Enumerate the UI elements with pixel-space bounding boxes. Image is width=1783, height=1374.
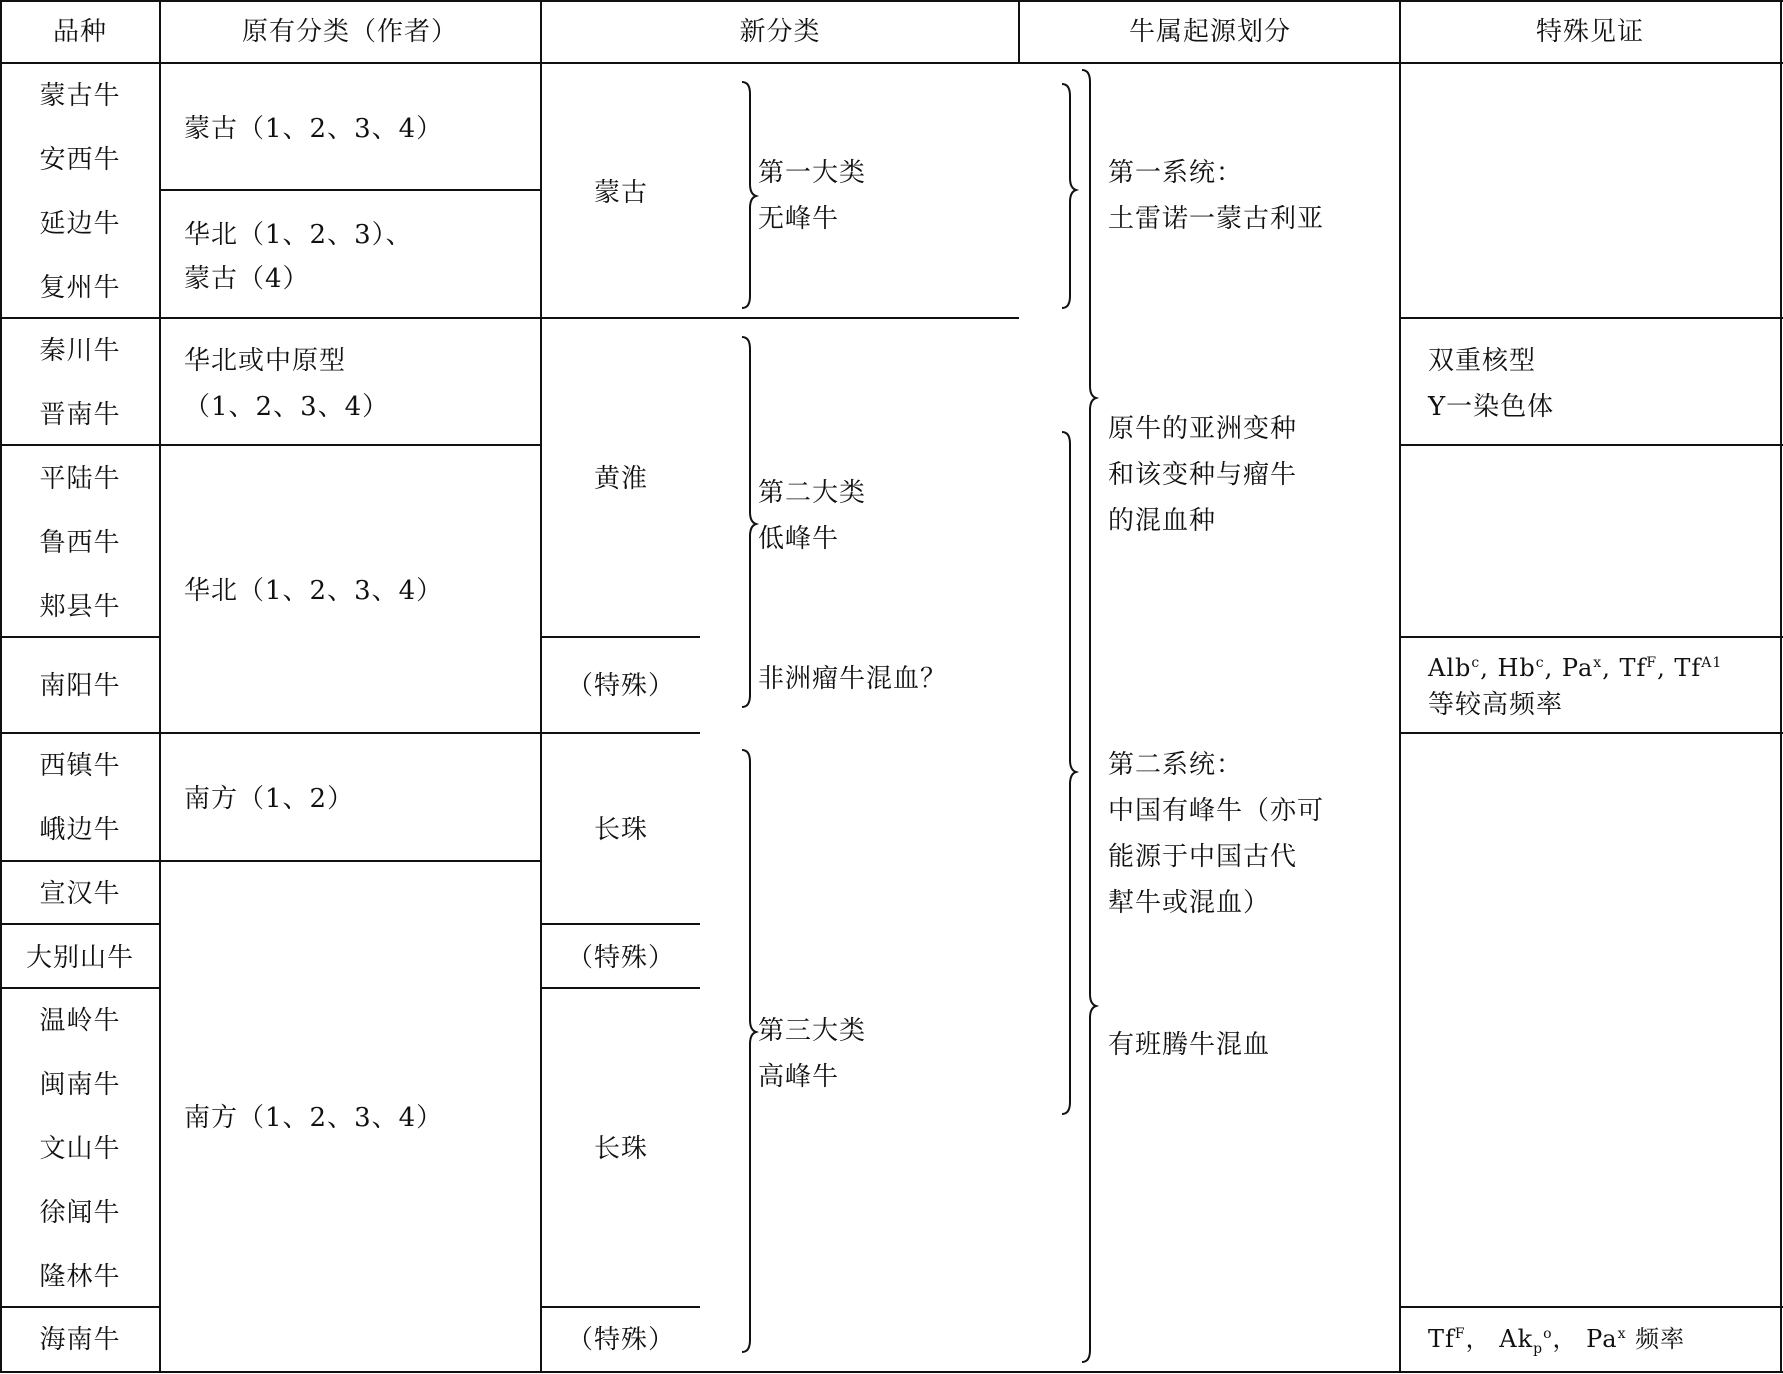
breed-cell: 南阳牛 <box>39 671 121 701</box>
breed-cell: 温岭牛 <box>39 1006 121 1036</box>
brace-class-2 <box>742 337 756 707</box>
major-class-label: 无峰牛 <box>758 204 840 234</box>
original-class-cell: 华北或中原型 <box>184 346 347 376</box>
marker-ak-allele: o <box>1543 1326 1553 1342</box>
new-class-cell: （特殊） <box>566 943 676 973</box>
breed-cell: 峨边牛 <box>39 815 121 845</box>
major-class-label: 高峰牛 <box>758 1062 840 1092</box>
origin-text: 的混血种 <box>1108 506 1217 536</box>
marker-pa: Pa <box>1561 654 1594 682</box>
marker-pa: Pa <box>1586 1325 1618 1353</box>
header-origin: 牛属起源划分 <box>1128 17 1292 47</box>
header-evidence: 特殊见证 <box>1535 17 1645 47</box>
breed-cell: 海南牛 <box>39 1325 121 1355</box>
brace-class-1 <box>742 82 756 308</box>
breed-cell: 大别山牛 <box>25 943 135 973</box>
marker-pa-allele: x <box>1593 655 1603 671</box>
evidence-markers-hainan: $Tf^F$， $Ak_p^o$， Pa$^x$ 频率 <box>1428 1325 1686 1357</box>
major-class-label: 第一大类 <box>758 158 867 188</box>
original-class-cell: 华北（1、2、3、4） <box>184 576 444 606</box>
major-class-label: 第二大类 <box>758 478 867 508</box>
breed-cell: 隆林牛 <box>39 1262 121 1292</box>
original-class-cell: 南方（1、2、3、4） <box>184 1103 444 1133</box>
marker-alb: Alb <box>1428 654 1472 682</box>
marker-tf-allele: F <box>1454 1326 1466 1342</box>
breed-cell: 平陆牛 <box>39 464 121 494</box>
breed-cell: 复州牛 <box>39 273 121 303</box>
original-class-cell: 蒙古（1、2、3、4） <box>184 114 444 144</box>
brace-class-3 <box>742 750 756 1352</box>
marker-tf: Tf <box>1619 654 1647 682</box>
new-class-cell: 蒙古 <box>593 178 649 208</box>
breed-cell: 晋南牛 <box>39 400 121 430</box>
evidence-text: Y一染色体 <box>1428 392 1555 422</box>
major-class-label: 低峰牛 <box>758 524 840 554</box>
origin-text: 原牛的亚洲变种 <box>1108 414 1298 444</box>
brace-origin-left-2 <box>1062 432 1076 1114</box>
original-class-cell: （1、2、3、4） <box>184 392 390 422</box>
breed-cell: 文山牛 <box>39 1134 121 1164</box>
header-original: 原有分类（作者） <box>241 17 459 47</box>
origin-text: 犎牛或混血） <box>1108 888 1271 918</box>
new-class-cell: （特殊） <box>566 1325 676 1355</box>
breed-cell: 郏县牛 <box>39 592 121 622</box>
breed-cell: 安西牛 <box>39 145 121 175</box>
breed-cell: 闽南牛 <box>39 1070 121 1100</box>
evidence-text: 双重核型 <box>1428 346 1537 376</box>
major-class-label: 第三大类 <box>758 1016 867 1046</box>
breed-cell: 延边牛 <box>39 209 121 239</box>
breed-cell: 西镇牛 <box>39 751 121 781</box>
new-class-cell: 长珠 <box>593 1134 649 1164</box>
marker-ak: Ak <box>1499 1325 1534 1353</box>
breed-cell: 蒙古牛 <box>39 81 121 111</box>
brace-origin-big <box>1082 70 1096 1362</box>
marker-frequency: 频率 <box>1635 1325 1686 1353</box>
origin-text: 能源于中国古代 <box>1108 842 1298 872</box>
origin-text: 中国有峰牛（亦可 <box>1108 796 1325 826</box>
header-new-class: 新分类 <box>739 17 821 47</box>
breed-cell: 徐闻牛 <box>39 1198 121 1228</box>
marker-tf-allele: F <box>1646 655 1658 671</box>
evidence-markers: Alb$^c$, Hb$^c$, Pa$^x$, $Tf^F$, $Tf^{A1}$ <box>1428 654 1723 682</box>
original-class-cell: 华北（1、2、3）、 <box>184 220 413 250</box>
new-class-cell: （特殊） <box>566 671 676 701</box>
marker-alb-allele: c <box>1471 655 1481 671</box>
origin-text: 第二系统： <box>1108 750 1244 780</box>
origin-text: 第一系统： <box>1108 158 1244 188</box>
new-class-cell: 长珠 <box>593 815 649 845</box>
breed-cell: 秦川牛 <box>39 336 121 366</box>
origin-text: 和该变种与瘤牛 <box>1108 460 1298 490</box>
marker-hb: Hb <box>1497 654 1536 682</box>
major-class-note: 非洲瘤牛混血？ <box>758 664 948 694</box>
marker-ak-sub: p <box>1533 1340 1544 1357</box>
marker-tf2: Tf <box>1674 654 1702 682</box>
marker-tf: Tf <box>1428 1325 1455 1353</box>
evidence-text: 等较高频率 <box>1428 690 1564 720</box>
origin-text: 有班腾牛混血 <box>1108 1030 1271 1060</box>
breed-cell: 鲁西牛 <box>39 528 121 558</box>
marker-pa-allele: x <box>1617 1326 1627 1342</box>
original-class-cell: 蒙古（4） <box>184 264 310 294</box>
marker-tf2-allele: A1 <box>1701 655 1723 671</box>
new-class-cell: 黄淮 <box>593 464 649 494</box>
marker-hb-allele: c <box>1535 655 1545 671</box>
origin-text: 土雷诺一蒙古利亚 <box>1108 204 1325 234</box>
original-class-cell: 南方（1、2） <box>184 784 355 814</box>
header-breed: 品种 <box>52 17 108 47</box>
brace-origin-left-1 <box>1062 84 1076 308</box>
breed-cell: 宣汉牛 <box>39 879 121 909</box>
